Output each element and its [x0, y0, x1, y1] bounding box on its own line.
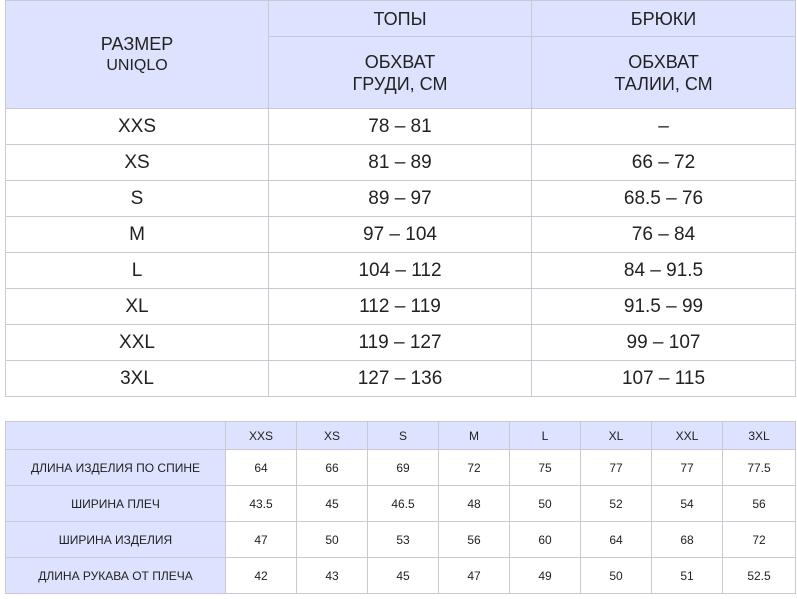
- size-cell: M: [6, 217, 269, 253]
- size-column-header: XS: [297, 422, 368, 450]
- chest-cell: 78 – 81: [269, 109, 532, 145]
- chest-cell: 81 – 89: [269, 145, 532, 181]
- measurement-label: ДЛИНА ИЗДЕЛИЯ ПО СПИНЕ: [6, 450, 226, 486]
- measurements-table: [5, 421, 796, 594]
- chest-header: ОБХВАТ ГРУДИ, СМ: [269, 37, 532, 109]
- measurement-label: ДЛИНА РУКАВА ОТ ПЛЕЧА: [6, 558, 226, 594]
- waist-cell: 66 – 72: [532, 145, 796, 181]
- size-cell: L: [6, 253, 269, 289]
- waist-cell: 68.5 – 76: [532, 181, 796, 217]
- corner-cell: [6, 422, 226, 450]
- chest-cell: 104 – 112: [269, 253, 532, 289]
- size-column-header: L: [510, 422, 581, 450]
- size-column-header: M: [439, 422, 510, 450]
- measurement-label: ШИРИНА ПЛЕЧ: [6, 486, 226, 522]
- tops-header: ТОПЫ: [269, 1, 532, 37]
- waist-cell: 107 – 115: [532, 361, 796, 397]
- measurement-value: 51: [652, 558, 723, 594]
- measurement-label: ШИРИНА ИЗДЕЛИЯ: [6, 522, 226, 558]
- measurement-value: 50: [581, 558, 652, 594]
- size-chart-table: [5, 0, 796, 397]
- measurement-value: 72: [723, 522, 796, 558]
- measurement-value: 54: [652, 486, 723, 522]
- waist-cell: 91.5 – 99: [532, 289, 796, 325]
- brand-label: UNIQLO: [106, 56, 168, 74]
- size-header-title: РАЗМЕР: [100, 33, 174, 54]
- measurement-value: 69: [368, 450, 439, 486]
- size-row: [6, 145, 796, 181]
- measurement-value: 47: [439, 558, 510, 594]
- waist-cell: 76 – 84: [532, 217, 796, 253]
- measurement-value: 43.5: [226, 486, 297, 522]
- measurement-value: 77: [652, 450, 723, 486]
- measurement-value: 43: [297, 558, 368, 594]
- size-column-header: S: [368, 422, 439, 450]
- waist-cell: –: [532, 109, 796, 145]
- measurement-value: 64: [226, 450, 297, 486]
- measurement-value: 68: [652, 522, 723, 558]
- measurement-row: [6, 558, 796, 594]
- chest-cell: 127 – 136: [269, 361, 532, 397]
- size-column-header: 3XL: [723, 422, 796, 450]
- measurement-value: 53: [368, 522, 439, 558]
- measurement-value: 46.5: [368, 486, 439, 522]
- size-column-header: XXL: [652, 422, 723, 450]
- size-cell: XS: [6, 145, 269, 181]
- measurement-value: 52: [581, 486, 652, 522]
- measurement-value: 47: [226, 522, 297, 558]
- measurement-value: 49: [510, 558, 581, 594]
- measurement-row: [6, 486, 796, 522]
- measurement-value: 48: [439, 486, 510, 522]
- measurement-value: 77.5: [723, 450, 796, 486]
- size-header-cell: [6, 1, 269, 109]
- size-cell: XL: [6, 289, 269, 325]
- waist-header: ОБХВАТ ТАЛИИ, СМ: [532, 37, 796, 109]
- measurement-value: 42: [226, 558, 297, 594]
- size-cell: XXL: [6, 325, 269, 361]
- size-row: [6, 217, 796, 253]
- chest-cell: 112 – 119: [269, 289, 532, 325]
- measurement-value: 52.5: [723, 558, 796, 594]
- size-row: [6, 109, 796, 145]
- waist-cell: 84 – 91.5: [532, 253, 796, 289]
- size-cell: 3XL: [6, 361, 269, 397]
- measurement-value: 45: [297, 486, 368, 522]
- measurement-value: 75: [510, 450, 581, 486]
- measurement-value: 50: [510, 486, 581, 522]
- size-row: [6, 325, 796, 361]
- measurement-value: 56: [439, 522, 510, 558]
- measurement-value: 50: [297, 522, 368, 558]
- measurement-value: 60: [510, 522, 581, 558]
- size-cell: S: [6, 181, 269, 217]
- size-column-header: XL: [581, 422, 652, 450]
- size-row: [6, 289, 796, 325]
- measurement-value: 66: [297, 450, 368, 486]
- size-column-header: XXS: [226, 422, 297, 450]
- measurement-value: 77: [581, 450, 652, 486]
- measurement-value: 56: [723, 486, 796, 522]
- measurement-row: [6, 522, 796, 558]
- chest-cell: 89 – 97: [269, 181, 532, 217]
- waist-cell: 99 – 107: [532, 325, 796, 361]
- size-row: [6, 181, 796, 217]
- measurement-row: [6, 450, 796, 486]
- size-row: [6, 361, 796, 397]
- pants-header: БРЮКИ: [532, 1, 796, 37]
- measurement-value: 45: [368, 558, 439, 594]
- size-row: [6, 253, 796, 289]
- size-cell: XXS: [6, 109, 269, 145]
- chest-cell: 119 – 127: [269, 325, 532, 361]
- chest-cell: 97 – 104: [269, 217, 532, 253]
- measurement-value: 64: [581, 522, 652, 558]
- measurement-value: 72: [439, 450, 510, 486]
